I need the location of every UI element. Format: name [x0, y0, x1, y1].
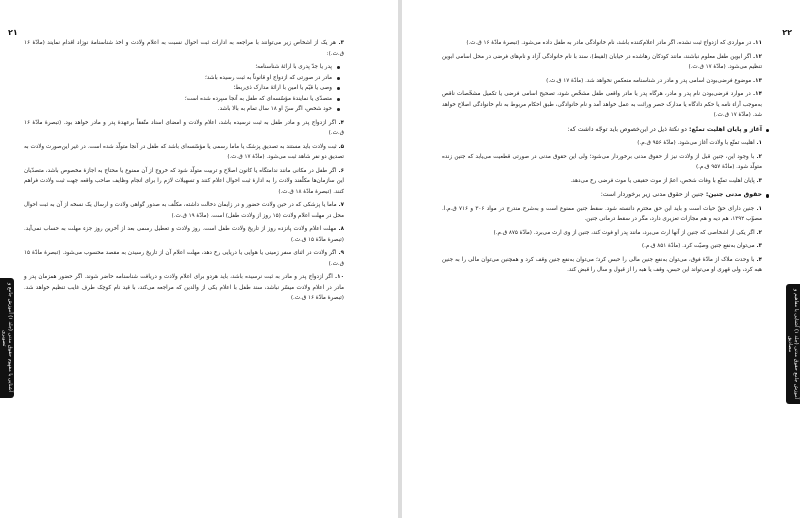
paragraph: ۵. ثبت ولادت باید مستند به تصدیق پزشک یا ماما رسمی یا مؤسّسه‌ای باشد که طفل در آنجا متولّد شده است. در غیر این‌صورت ولادت به تصدیق دو نفر شاهد ثبت می‌شود. (مادّهٔ ۱۷ ق.ث.) [24, 143, 345, 160]
paragraph: ۶. اگر طفل در مکانی مانند ندامتگاه یا کانون اصلاح و تربیت متولّد شود که خروج از آن ممنوع یا محتاج به اجازهٔ مخصوص باشد، متصدّیان این سازمان‌ها مکلّفند ولادت را به ادارهٔ ثبت احوال اعلام کنند و تسهیلات لازم را برای انجام وظایف صاحب واقعه جهت ثبت ولادت فراهم کنند. (تبصرهٔ مادّهٔ ۱۸ ق.ث.) [24, 167, 344, 195]
right-page-text [442, 38, 762, 279]
paragraph: ۱۳. موضوع فرضی‌بودن اسامی پدر و مادر در شناسنامه منعکس نخواهد شد. (مادّهٔ ۱۷ ق.ث.) [546, 77, 762, 84]
paragraph: ۴. اگر ازدواج پدر و مادر طفل به ثبت نرسیده باشد، اعلام ولادت و امضای اسناد متّفقاً برعهدهٔ پدر و مادر خواهد بود. (تبصرهٔ مادّهٔ ۱۶ ق.ث.) [24, 119, 344, 136]
side-tab: آشنایی با مفهوم حقوق مدنی (جلد ۱) آموزش جامع و تصویری [0, 278, 14, 398]
paragraph: ۱۰. اگر ازدواج پدر و مادر به ثبت نرسیده باشد، باید هردو برای اعلام ولادت و دریافت شناسنامه حاضر شوند. اگر حضور همزمان پدر و مادر در اعلام ولادت میسّر نباشد، سند طفل با اعلام یکی از والدین که مراجعه می‌کند، با قید نام کوچک طرف غایب تنظیم خواهد شد. (تبصرهٔ مادّهٔ ۱۶ ق.ث.) [24, 274, 345, 301]
list-item: مادر در صورتی که ازدواج او قانوناً به ثبت رسیده باشد؛ [24, 73, 332, 84]
paragraph: ۸. مهلت اعلام ولادت پانزده روز از تاریخ ولادت طفل است. روز ولادت و تعطیل رسمی بعد از آخرین روز جزء مهلت به حساب نمی‌آید. (تبصرهٔ مادّهٔ ۱۵ ق.ث.) [24, 226, 345, 243]
paragraph: ۳. می‌توان به‌نفع جنین وصیّت کرد. (مادّهٔ ۸۵۱ ق.م.) [641, 243, 762, 249]
paragraph: ۱. اهلیت تمتّع با ولادت آغاز می‌شود. (مادّهٔ ۹۵۶ ق.م.) [637, 140, 762, 146]
paragraph: ۳. هر یک از اشخاص زیر می‌توانند با مراجعه به ادارات ثبت احوال نسبت به اعلام ولادت و اخذ شناسنامهٔ نوزاد اقدام نمایند (مادّهٔ ۱۶ ق.ث.): [24, 40, 345, 57]
paragraph: ۷. ماما یا پزشکی که در حین ولادت حضور و در زایمان دخالت داشته، مکلّف به صدور گواهی ولادت و ارسال یک نسخه از آن به ثبت احوال محل در مهلت اعلام ولادت (۱۵ روز از ولادت طفل) است. (مادّهٔ ۱۹ ق.ث.) [24, 202, 344, 219]
list-item: خود شخص، اگر سنّ او ۱۸ سال تمام به بالا باشد. [24, 104, 332, 115]
list-item: متصدّی یا نمایندهٔ مؤسّسه‌ای که طفل به آنجا سپرده شده است؛ [24, 94, 332, 105]
paragraph: ۱۴. در موارد فرضی‌بودن نام پدر و مادر، هرگاه پدر یا مادر واقعی طفل مشخّص شود، تصحیح اسامی فرضی یا تکمیل مشخّصات ناقص به‌موجب آرا‌ء نامه یا حکم دادگاه یا مدارک حصر وراثت به عمل خواهد آمد و نام خانوادگی، طبق احکام مربوط به نام خانوادگی اصلاح خواهد شد. (مادّهٔ ۱۷ ق.ث.) [442, 91, 762, 118]
paragraph: ۴. با وحدت ملاک از مادّهٔ فوق، می‌توان به‌نفع جنین مالی را حبس کرد؛ می‌توان به‌نفع جنین وقف کرد و همچنین می‌توان مالی را به جنین هبه کرد، ولی قهری او می‌تواند این حبس، وقف یا هبه را از قبول و سال را قبض کند. [442, 256, 762, 273]
right-page [402, 0, 800, 518]
section-heading: حقوق مدنی جنین: جنین از حقوق مدنی زیر برخوردار است: [442, 190, 762, 201]
paragraph: ۲. اگر یکی از اشخاصی که جنین از آنها ارث می‌برد، مانند پدر او فوت کند، جنین از وی ارث می‌برد. (مادّهٔ ۸۷۵ ق.م.) [493, 229, 762, 236]
side-tab: آموزش جامع حقوق مدنی (جلد ۱) آشنایی با مفاهیم و مصادیق [786, 284, 800, 404]
paragraph: ۱۲. اگر ابوین طفل معلوم نباشند، مانند کودکان رهاشده در خیابان (لقیط)، سند با نام خانوادگی آزاد و نام‌های فرضی در محل اسامی ابوین تنظیم می‌شود. (مادّهٔ ۱۷ ق.ث.) [442, 53, 762, 70]
paragraph: ۳. پایان اهلیت تمتّع با وفات شخص، اعمّ از موت حقیقی یا موت فرضی رخ می‌دهد. [570, 177, 762, 184]
paragraph: ۱. جنین دارای حقّ حیات است و باید این حق محترم دانسته شود. سقط جنین ممنوع است و به‌شرح مندرج در مواد ۳۰۶ و ۷۱۶ ق.م.ا. مصوّب ۱۳۹۲، هم دیه و هم مجازات تعزیری دارد، مگر در سقط درمانی جنین. [442, 205, 763, 222]
paragraph: ۱۱. در مواردی که ازدواج ثبت نشده، اگر مادر اعلام‌کننده باشد، نام خانوادگی مادر به طفل داده می‌شود. (تبصرهٔ مادّهٔ ۱۶ ق.ث.) [466, 40, 762, 46]
list-item: پدر یا جدّ پدری با ارائهٔ شناسنامه؛ [24, 62, 332, 73]
left-page-text [24, 38, 344, 307]
page-number: ۲۲ [782, 28, 792, 37]
bullet-list [24, 62, 344, 115]
page-number: ۲۱ [8, 28, 18, 37]
paragraph: ۹. اگر ولادت در اثنای سفر زمینی یا هوایی یا دریایی رخ دهد، مهلت اعلام آن از تاریخ رسیدن به مقصد محسوب می‌شود. (تبصرهٔ مادّهٔ ۱۵ ق.ث.) [24, 250, 345, 267]
paragraph: ۲. با وجود این، جنین قبل از ولادت نیز از حقوق مدنی برخوردار می‌شود؛ ولی این حقوق مدنی در صورتی قطعیت می‌یابد که جنین زنده متولّد شود. (مادّهٔ ۹۵۷ ق.م.) [442, 153, 762, 170]
section-heading: آغاز و پایان اهلیت تمتّع: دو نکتهٔ ذیل در این‌خصوص باید توجّه داشت که: [442, 125, 762, 136]
left-page [0, 0, 398, 518]
list-item: وصی یا قیّم یا امین با ارائهٔ مدارک ذی‌ربط؛ [24, 83, 332, 94]
